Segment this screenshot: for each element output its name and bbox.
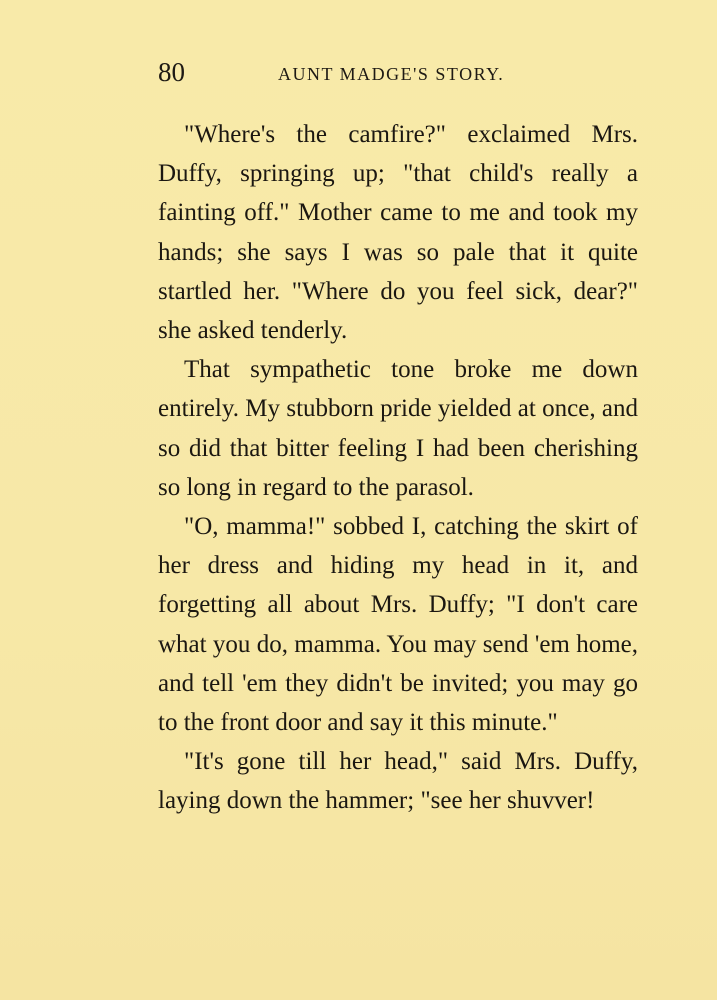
- paragraph-1: "Where's the camfire?" exclaimed Mrs. Duffy, springing up; "that child's really a fainting off." Mother came to me and took my hands; she says I was so pale that it quite startled her. "Where do you feel sick, dear?" she asked tenderly.: [158, 121, 638, 345]
- page-header: [158, 57, 638, 97]
- body-text: [158, 115, 638, 821]
- paragraph-4: "It's gone till her head," said Mrs. Duffy, laying down the hammer; "see her shuvver!: [158, 748, 638, 815]
- paragraph-3: "O, mamma!" sobbed I, catching the skirt of her dress and hiding my head in it, and forgetting all about Mrs. Duffy; "I don't care what you do, mamma. You may send 'em home, and tell 'em they didn't be invited; you may go to the front door and say it this minute.": [158, 513, 638, 737]
- running-head: AUNT MADGE'S STORY.: [278, 64, 505, 84]
- page-number: 80: [158, 57, 185, 87]
- paragraph-2: That sympathetic tone broke me down entirely. My stubborn pride yielded at once, and so did that bitter feeling I had been cherishing so long in regard to the parasol.: [158, 356, 638, 501]
